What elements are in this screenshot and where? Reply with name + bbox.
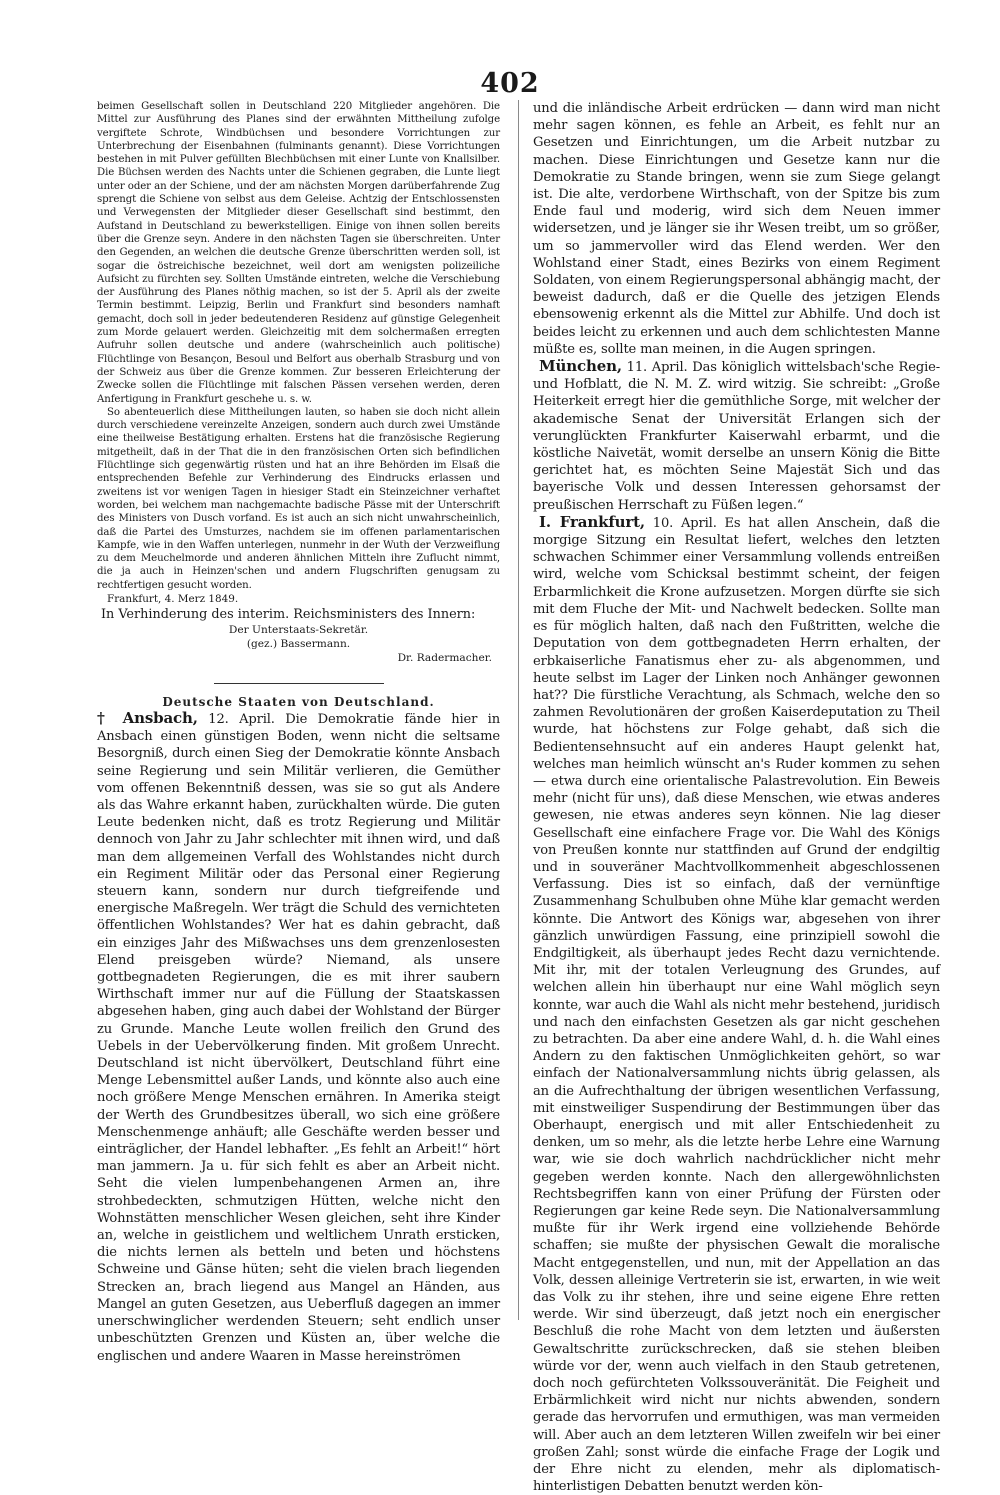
official-title: Der Unterstaats-Sekretär. bbox=[228, 623, 369, 636]
section-divider bbox=[214, 683, 384, 684]
frankfurt-place: I. Frankfurt, bbox=[539, 512, 646, 531]
munchen-place: München, bbox=[539, 357, 622, 376]
official-signature: Dr. Radermacher. bbox=[397, 651, 492, 664]
munchen-date: 11. April. bbox=[621, 360, 688, 376]
ansbach-article bbox=[97, 710, 500, 1365]
dateline: Frankfurt, 4. Merz 1849. bbox=[107, 592, 239, 605]
left-paragraph-2: So abenteuerlich diese Mittheilungen lauten, so haben sie doch nicht allein durch verschiedene vereinzelte Anzeigen, sondern auch durch zwei Umstände eine theilweise Bestätigung erhalten. Erstens hat die französische Regierung mitgetheilt, daß in der That die in den französischen Orten sich befindlichen Flüchtlinge sich gegenwärtig rüsten und hat an ihre Behörden im Elsaß die entsprechenden Befehle zur Verhinderung des Eindrucks erlassen und zweitens ist vor wenigen Tagen in hiesiger Stadt ein Steinzeichner verhaftet worden, bei welchem man nachgemachte badische Pässe mit der Unterschrift des Ministers von Dusch vorfand. Es ist auch an sich nicht unwahrscheinlich, daß die Partei des Umsturzes, nachdem sie im offenen parlamentarischen Kampfe, wie in den Waffen unterlegen, nunmehr in der Wuth der Verzweiflung zu dem Meuchelmorde und anderen ähnlichen Mitteln ihre Zuflucht nimmt, die ja auch in Heinzen'schen und andern Flugschriften genugsam zu rechtfertigen gesucht worden. bbox=[97, 406, 500, 591]
frankfurt-article bbox=[533, 514, 940, 1495]
section-heading: Deutsche Staaten von Deutschland. bbox=[162, 694, 435, 709]
right-column bbox=[533, 100, 941, 1495]
ansbach-date: 12. April. bbox=[197, 711, 275, 727]
page-number: 402 bbox=[480, 68, 540, 99]
left-column bbox=[97, 100, 500, 1364]
official-line: In Verhinderung des interim. Reichsministers des Innern: bbox=[101, 606, 476, 622]
munchen-text: Das königlich wittelsbach'sche Regie- und Hofblatt, die N. M. Z. wird witzig. Sie schreibt: „Große Heiterkeit erregt hier die gemüthliche Sorge, mit welcher der akademische Senat der Universität Erlangen sich der verunglückten Frankfurter Kaiserwahl erbarmt, und die köstliche Naivetät, womit derselbe an unsern König die Bitte gerichtet hat, es möchten Seine Majestät Sich und das bayerische Volk und dessen Interessen gehorsamst der preußischen Herrschaft zu Füßen legen.“ bbox=[533, 360, 940, 513]
ansbach-place: † Ansbach, bbox=[97, 708, 198, 727]
official-name: (gez.) Bassermann. bbox=[246, 637, 351, 650]
munchen-article bbox=[533, 358, 940, 514]
ansbach-text: Die Demokratie fände hier in Ansbach einen günstigen Boden, wenn nicht die seltsame Besorgniß, durch einen Sieg der Demokratie könnte Ansbach seine Regierung und sein Militär verlieren, die Gemüther vom offenen Bekenntniß dessen, was sie so gut als Andere als das Wahre erkannt haben, zurückhalten würde. Die guten Leute bedenken nicht, daß es trotz Regierung und Militär dennoch von Jahr zu Jahr schlechter mit ihnen wird, und daß man dem allgemeinen Verfall des Wohlstandes nicht durch ein Regiment Militär oder das Personal einer Regierung steuern kann, sondern nur durch tiefgreifende und energische Maßregeln. Wer trägt die Schuld des vernichteten öffentlichen Wohlstandes? Wer hat es dahin gebracht, daß ein einziges Jahr des Mißwachses uns dem grenzenlosesten Elend preisgeben würde? Niemand, als unsere gottbegnadeten Regierungen, die es mit ihrer saubern Wirthschaft immer nur auf die Füllung der Staatskassen abgesehen haben, ging auch dabei der Wohlstand der Bürger zu Grunde. Manche Leute wollen freilich den Grund des Uebels in der Uebervölkerung finden. Mit großem Unrecht. Deutschland ist nicht übervölkert, Deutschland führt eine Menge Lebensmittel außer Lands, und könnte also auch eine noch größere Menge Menschen ernähren. In Amerika steigt der Werth des Grundbesitzes überall, wo sich eine größere Menschenmenge anhäuft; alle Geschäfte werden besser und einträglicher, der Handel lebhafter. „Es fehlt an Arbeit!“ hört man jammern. Ja u. für sich fehlt es aber an Arbeit nicht. Seht die vielen lumpenbehangenen Armen an, ihre strohbedeckten, schmutzigen Hütten, welche nicht den Wohnstätten menschlicher Wesen gleichen, seht ihre Kinder an, welche in geistlichem und weltlichem Unrath ersticken, die nichts lernen als betteln und beten und höchstens Schweine und Gänse hüten; seht die vielen brach liegenden Strecken an, brach liegend aus Mangel an Händen, aus Mangel an guten Gesetzen, aus Ueberfluß dagegen an immer unerschwinglicher werdenden Steuern; seht endlich unser unbeschützten Grenzen und Küsten an, über welche die englischen und andere Waaren in Masse hereinströmen bbox=[97, 711, 500, 1364]
left-paragraph-1: beimen Gesellschaft sollen in Deutschland 220 Mitglieder angehören. Die Mittel zur Ausführung des Planes sind der erwähnten Mittheilung zufolge vergiftete Schrote, Windbüchsen und besondere Vorrichtungen zur Unterbrechung der Eisenbahnen (fulminants genannt). Diese Vorrichtungen bestehen in mit Pulver gefüllten Blechbüchsen mit einer Lunte von Knallsilber. Die Büchsen werden des Nachts unter die Schienen gegraben, die Lunte liegt unter oder an der Schiene, und der am nächsten Morgen darüberfahrende Zug sprengt die Schiene von selbst aus dem Geleise. Achtzig der Entschlossensten und Verwegensten der Mitglieder dieser Gesellschaft sind bestimmt, den Aufstand in Deutschland zu bewerkstelligen. Einige von ihnen sollen bereits über die Grenze seyn. Andere in den nächsten Tagen sie überschreiten. Unter den Gegenden, an welchen die deutsche Grenze überschritten werden soll, ist sogar die östreichische bezeichnet, weil dort am wenigsten polizeiliche Aufsicht zu fürchten sey. Sollten Umstände eintreten, welche die Verschiebung der Ausführung des Planes nöthig machen, so ist der 5. April als der zweite Termin bestimmt. Leipzig, Berlin und Frankfurt sind besonders namhaft gemacht, doch soll in jeder bedeutenderen Residenz auf günstige Gelegenheit zum Morde gelauert werden. Gleichzeitig mit dem solchermaßen erregten Aufruhr sollen deutsche und andere (wahrscheinlich auch politische) Flüchtlinge von Besançon, Besoul und Belfort aus oberhalb Strasburg und von der Schweiz aus über die Grenze kommen. Zur besseren Erleichterung der Zwecke sollen die Flüchtlinge mit falschen Pässen versehen werden, deren Anfertigung in Frankfurt geschehe u. s. w. bbox=[97, 101, 500, 405]
frankfurt-text: Es hat allen Anschein, daß die morgige Sitzung ein Resultat liefert, welches den letzten schwachen Schimmer einer Versammlung vollends entreißen wird, welche vom Schicksal bestimmt scheint, der feigen Erbarmlichkeit die Krone aufzusetzen. Morgen dürfte sie sich mit dem Fluche der Mit- und Nachwelt bedecken. Sollte man es für möglich halten, daß nach den Fußtritten, welche die Deputation von dem gottbegnadeten Herrn erhalten, der erbkaiserliche Fanatismus eher zu- als abgenommen, und heute selbst im Lager der Linken noch Anhänger gewonnen hat?? Die fürstliche Verachtung, als Schmach, welche den so zahmen Revolutionären der großen Kaiserdeputation zu Theil wurde, hat höchstens zur Folge gehabt, daß sich die Bedientensehnsucht auf ein anderes Haupt gelenkt hat, welches man heimlich wünscht an's Ruder kommen zu sehen — etwa durch eine orientalische Palastrevolution. Ein Beweis mehr (nicht für uns), daß diese Menschen, wie etwas anderes gewesen, nie etwas anderes seyn können. Nie lag dieser Gesellschaft eine einfachere Frage vor. Die Wahl des Königs von Preußen konnte nur stattfinden auf Grund der endgiltig und in souveräner Machtvollkommenheit abgeschlossenen Verfassung. Dies ist so einfach, daß der vernünftige Zusammenhang Schulbuben ohne Mühe klar gemacht werden könnte. Die Antwort des Königs war, abgesehen von ihrer gänzlich unwürdigen Fassung, eine prinzipiell sowohl die Endgiltigkeit, als überhaupt jedes Recht dazu vernichtende. Mit ihr, mit der totalen Verleugnung des Grundes, auf welchen allein hin überhaupt nur eine Wahl möglich seyn konnte, war auch die Wahl als nicht mehr bestehend, juridisch und nach den einfachsten Gesetzen als gar nicht geschehen zu betrachten. Da aber eine andere Wahl, d. h. die Wahl eines Andern zu den faktischen Unmöglichkeiten gehört, so war einfach der Nationalversammlung nichts übrig gelassen, als an die Aufrechthaltung der übrigen wesentlichen Verfassung, mit einstweiliger Suspendirung der Bestimmungen über das Oberhaupt, energisch und mit aller Entschiedenheit zu denken, um so mehr, als die letzte herbe Lehre eine Warnung war, wie sie doch wahrlich nachdrücklicher nicht mehr gegeben werden konnte. Nach den allergewöhnlichsten Rechtsbegriffen kann von einer Prüfung der Fürsten oder Regierungen gar keine Rede seyn. Die Nationalversammlung mußte für ihr Werk irgend eine vollziehende Behörde schaffen; sie mußte der physischen Gewalt die moralische Macht entgegenstellen, und nun, mit der Appellation an das Volk, dessen alleinige Vertreterin sie ist, erwarten, in wie weit das Volk zu ihr stehen, ihre und seine eigene Ehre retten werde. Wir sind überzeugt, daß jetzt noch ein energischer Beschluß die rohe Macht von dem letzten und äußersten Gewaltschritte zurückschrecken, daß sie stehen bleiben würde vor der, wenn auch vielfach in den Staub getretenen, doch noch gefürchteten Volkssouveränität. Die Feigheit und Erbärmlichkeit wird nicht nur nichts abwenden, sondern gerade das hervorrufen und ermuthigen, was man vermeiden will. Aber auch an dem letzteren Willen zweifeln wir bei einer großen Zahl; sonst würde die einfache Frage der Logik und der Ehre nicht zu elenden, mehr als diplomatisch-hinterlistigen Debatten benutzt werden kön- bbox=[533, 515, 941, 1495]
right-paragraph-1: und die inländische Arbeit erdrücken — dann wird man nicht mehr sagen können, es fehle an Arbeit, es fehlt nur an Gesetzen und Einrichtungen, um die Arbeit nutzbar zu machen. Diese Einrichtungen und Gesetze kann nur die Demokratie zu Stande bringen, wenn sie zum Siege gelangt ist. Die alte, verdorbene Wirthschaft, von der Spitze bis zum Ende faul und moderig, wird sich dem Neuen immer widersetzen, und je länger sie ihr Wesen treibt, um so größer, um so jammervoller wird das Elend werden. Wer den Wohlstand einer Stadt, eines Bezirks von einem Regiment Soldaten, von einem Regierungspersonal abhängig macht, der beweist dadurch, daß er die Quelle des jetzigen Elends ebensowenig erkennt als die Mittel zur Abhilfe. Und doch ist beides leicht zu erkennen und auch dem schlichtesten Manne müßte es, sollte man meinen, in die Augen springen. bbox=[533, 101, 940, 357]
frankfurt-date: 10. April. bbox=[645, 515, 717, 531]
